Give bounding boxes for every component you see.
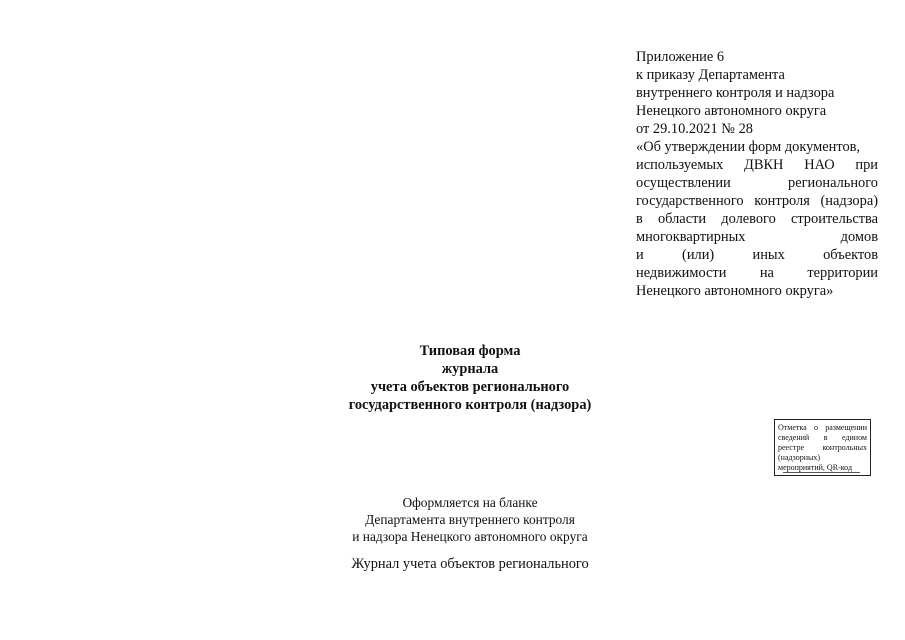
journal-heading: Журнал учета объектов регионального [351, 556, 589, 572]
appendix-order-title-line: государственного контроля (надзора) [636, 193, 878, 209]
appendix-block [636, 48, 878, 300]
appendix-order-title-line: Ненецкого автономного округа» [636, 283, 834, 299]
registry-mark-rule [783, 472, 860, 473]
blank-note-line: и надзора Ненецкого автономного округа [352, 529, 588, 544]
form-title-line: журнала [441, 361, 499, 377]
appendix-number: Приложение 6 [636, 49, 725, 65]
registry-mark-line: мероприятий, QR-код [778, 463, 853, 472]
registry-mark-line: (надзорных) [778, 453, 821, 462]
appendix-order-title-line: многоквартирных домов [636, 229, 878, 245]
blank-note-line: Оформляется на бланке [402, 495, 538, 510]
appendix-order-title-line: в области долевого строительства [636, 211, 878, 227]
registry-mark-line: сведений в едином [778, 433, 867, 442]
appendix-order-title-line: осуществлении регионального [636, 175, 878, 191]
blank-note-line: Департамента внутреннего контроля [365, 512, 575, 527]
appendix-order-title-line: используемых ДВКН НАО при [636, 157, 878, 173]
appendix-department: внутреннего контроля и надзора [636, 85, 835, 101]
form-title [300, 342, 640, 414]
registry-mark-line: реестре контрольных [778, 443, 867, 452]
form-title-line: государственного контроля (надзора) [348, 397, 592, 413]
appendix-order-title-line: недвижимости на территории [636, 265, 878, 281]
appendix-order-date: от 29.10.2021 № 28 [636, 121, 753, 137]
appendix-order-title-line: «Об утверждении форм документов, [636, 139, 861, 155]
form-title-line: учета объектов регионального [370, 379, 570, 395]
appendix-order-ref: к приказу Департамента [636, 67, 785, 83]
appendix-region: Ненецкого автономного округа [636, 103, 827, 119]
blank-note [320, 494, 620, 545]
form-title-line: Типовая форма [419, 343, 521, 359]
registry-mark-box [774, 419, 871, 476]
appendix-order-title-line: и (или) иных объектов [636, 247, 878, 263]
registry-mark-line: Отметка о размещении [778, 423, 867, 432]
